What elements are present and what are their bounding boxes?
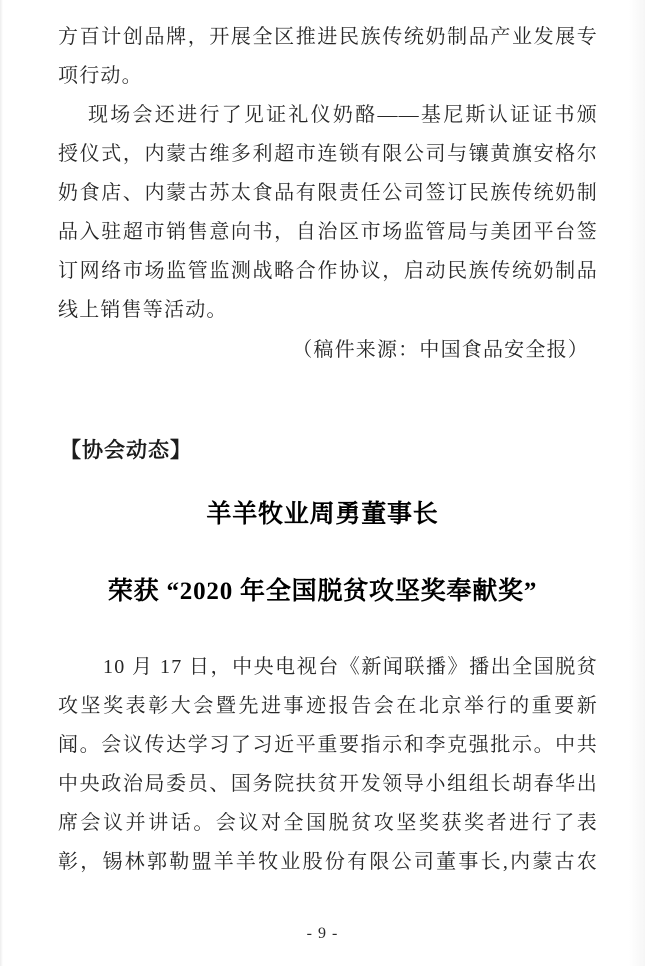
text-line: 线上销售等活动。 <box>58 299 228 321</box>
text-line: 订网络市场监管监测战略合作协议，启动民族传统奶制品 <box>58 260 598 282</box>
text-line: 中央政治局委员、国务院扶贫开发领导小组组长胡春华出 <box>58 773 598 795</box>
text-line: 彰，锡林郭勒盟羊羊牧业股份有限公司董事长,内蒙古农 <box>58 851 598 873</box>
paragraph-milk-industry <box>58 18 598 330</box>
page-number: - 9 - <box>306 925 339 942</box>
text-line: 席会议并讲话。会议对全国脱贫攻坚奖获奖者进行了表 <box>58 812 598 834</box>
scan-edge-left <box>0 0 3 966</box>
text-line: 方百计创品牌，开展全区推进民族传统奶制品产业发展专 <box>58 26 598 48</box>
paragraph-award-news <box>58 648 598 882</box>
section-label: 【协会动态】 <box>60 439 192 462</box>
text-line: 项行动。 <box>58 65 143 87</box>
article-title-line2: 荣获 “2020 年全国脱贫攻坚奖奉献奖” <box>107 578 538 605</box>
text-line: 10 月 17 日，中央电视台《新闻联播》播出全国脱贫 <box>103 656 598 678</box>
text-line: 攻坚奖表彰大会暨先进事迹报告会在北京举行的重要新 <box>58 695 598 717</box>
article-title-line1: 羊羊牧业周勇董事长 <box>206 501 439 528</box>
scan-edge-right <box>629 0 645 966</box>
source-attribution: （稿件来源：中国食品安全报） <box>292 339 589 361</box>
text-line: 闻。会议传达学习了习近平重要指示和李克强批示。中共 <box>58 734 598 756</box>
text-line: 品入驻超市销售意向书，自治区市场监管局与美团平台签 <box>58 221 598 243</box>
text-line: 授仪式，内蒙古维多利超市连锁有限公司与镶黄旗安格尔 <box>58 143 598 165</box>
text-line: 奶食店、内蒙古苏太食品有限责任公司签订民族传统奶制 <box>58 182 598 204</box>
text-line: 现场会还进行了见证礼仪奶酪——基尼斯认证证书颁 <box>88 104 598 126</box>
